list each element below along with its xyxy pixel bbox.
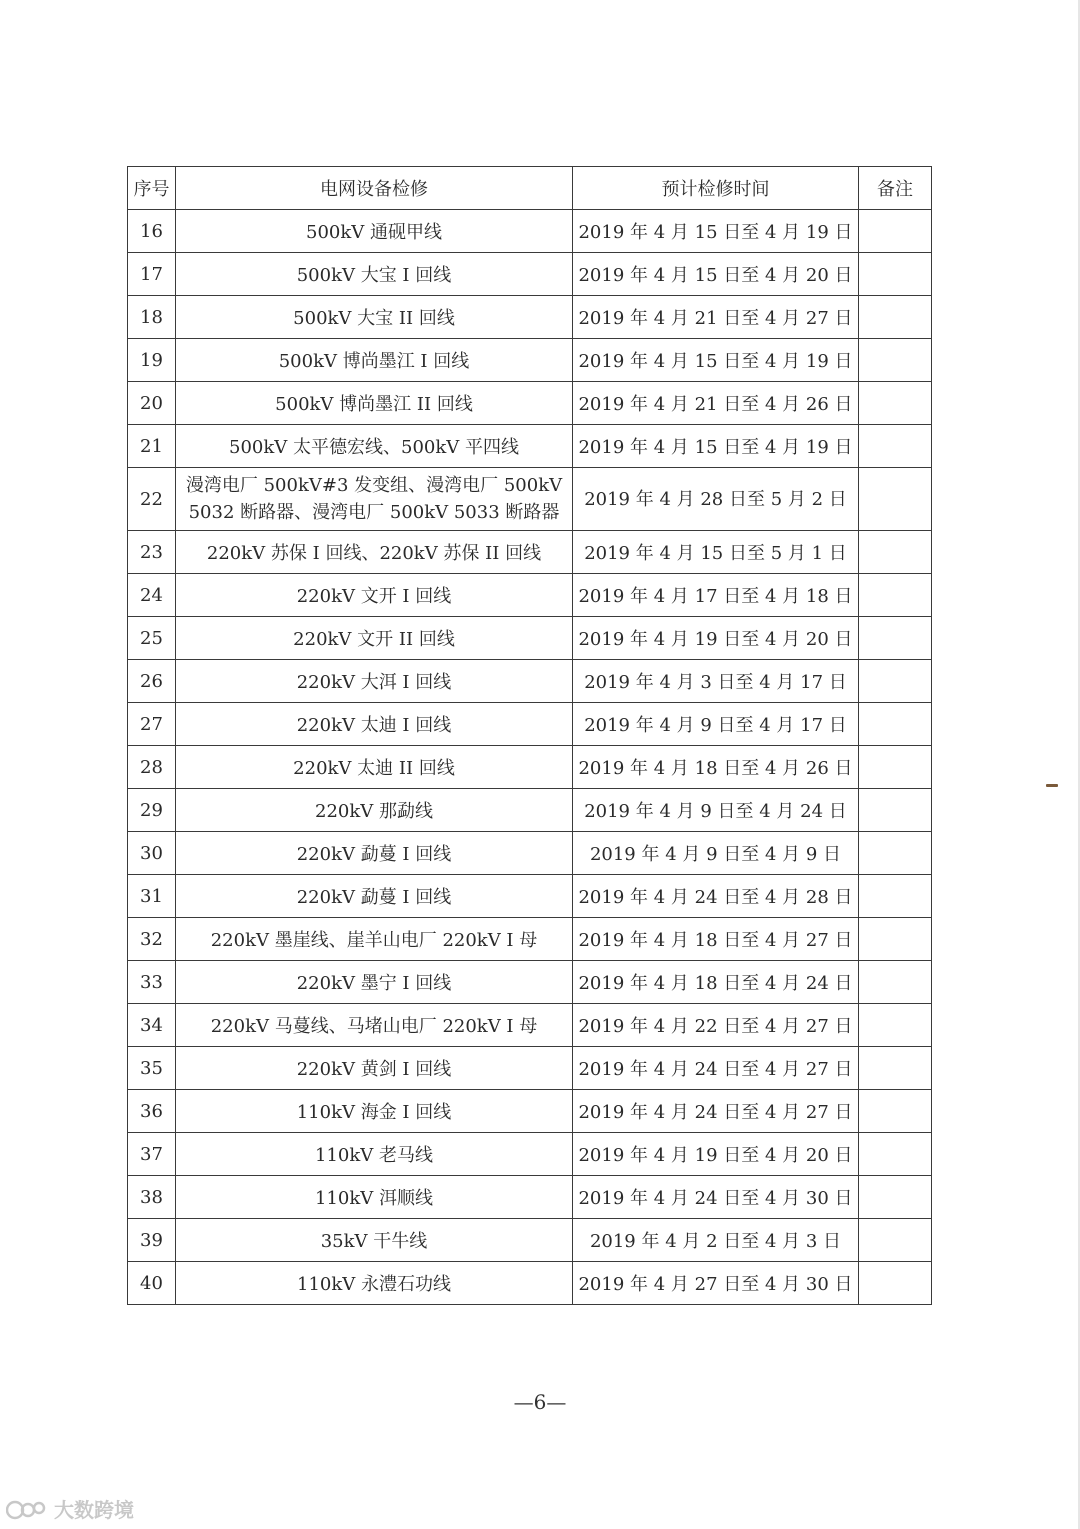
cell-no: 36 xyxy=(128,1090,176,1133)
table-row xyxy=(128,339,932,382)
cell-item: 220kV 太迪 II 回线 xyxy=(176,746,573,789)
cell-note xyxy=(859,1176,932,1219)
cell-time: 2019 年 4 月 24 日至 4 月 28 日 xyxy=(573,875,859,918)
table-row xyxy=(128,918,932,961)
table-row xyxy=(128,1262,932,1305)
cell-item: 漫湾电厂 500kV#3 发变组、漫湾电厂 500kV 5032 断路器、漫湾电厂 500kV 5033 断路器 xyxy=(176,468,573,531)
cell-time: 2019 年 4 月 24 日至 4 月 30 日 xyxy=(573,1176,859,1219)
cell-time: 2019 年 4 月 3 日至 4 月 17 日 xyxy=(573,660,859,703)
table-row xyxy=(128,703,932,746)
cell-note xyxy=(859,617,932,660)
cell-note xyxy=(859,1262,932,1305)
cell-time: 2019 年 4 月 21 日至 4 月 27 日 xyxy=(573,296,859,339)
table-row xyxy=(128,1219,932,1262)
table-row xyxy=(128,789,932,832)
cell-no: 23 xyxy=(128,531,176,574)
header-no: 序号 xyxy=(128,167,176,210)
cell-time: 2019 年 4 月 19 日至 4 月 20 日 xyxy=(573,617,859,660)
cell-time: 2019 年 4 月 28 日至 5 月 2 日 xyxy=(573,468,859,531)
watermark-text: 大数跨境 xyxy=(54,1498,134,1522)
cell-item: 110kV 永澧石功线 xyxy=(176,1262,573,1305)
table-row xyxy=(128,1133,932,1176)
cell-item: 35kV 干牛线 xyxy=(176,1219,573,1262)
table-row xyxy=(128,617,932,660)
table-row xyxy=(128,875,932,918)
table-row xyxy=(128,468,932,531)
table-row xyxy=(128,1004,932,1047)
table-row xyxy=(128,832,932,875)
cell-item: 220kV 文开 II 回线 xyxy=(176,617,573,660)
cell-note xyxy=(859,875,932,918)
cell-time: 2019 年 4 月 18 日至 4 月 27 日 xyxy=(573,918,859,961)
scan-mark xyxy=(1046,784,1058,787)
cell-item: 500kV 通砚甲线 xyxy=(176,210,573,253)
cell-no: 30 xyxy=(128,832,176,875)
cell-item: 500kV 博尚墨江 I 回线 xyxy=(176,339,573,382)
header-time: 预计检修时间 xyxy=(573,167,859,210)
cell-item: 110kV 老马线 xyxy=(176,1133,573,1176)
cell-time: 2019 年 4 月 24 日至 4 月 27 日 xyxy=(573,1090,859,1133)
cell-no: 32 xyxy=(128,918,176,961)
cell-item: 220kV 文开 I 回线 xyxy=(176,574,573,617)
cell-no: 22 xyxy=(128,468,176,531)
cell-no: 19 xyxy=(128,339,176,382)
cell-no: 35 xyxy=(128,1047,176,1090)
cell-item: 220kV 太迪 I 回线 xyxy=(176,703,573,746)
cell-no: 38 xyxy=(128,1176,176,1219)
cell-no: 33 xyxy=(128,961,176,1004)
cell-item: 220kV 墨宁 I 回线 xyxy=(176,961,573,1004)
table-header-row xyxy=(128,167,932,210)
table-row xyxy=(128,1176,932,1219)
cell-no: 39 xyxy=(128,1219,176,1262)
cell-time: 2019 年 4 月 15 日至 5 月 1 日 xyxy=(573,531,859,574)
cell-note xyxy=(859,832,932,875)
cell-note xyxy=(859,961,932,1004)
table-row xyxy=(128,1047,932,1090)
table-row xyxy=(128,210,932,253)
cell-item: 110kV 洱顺线 xyxy=(176,1176,573,1219)
watermark xyxy=(6,1494,134,1523)
cell-item: 220kV 勐蔓 I 回线 xyxy=(176,832,573,875)
cell-note xyxy=(859,1090,932,1133)
cell-no: 25 xyxy=(128,617,176,660)
table-row xyxy=(128,531,932,574)
cell-no: 21 xyxy=(128,425,176,468)
cell-item: 220kV 黄剑 I 回线 xyxy=(176,1047,573,1090)
cell-item: 500kV 大宝 II 回线 xyxy=(176,296,573,339)
cell-time: 2019 年 4 月 17 日至 4 月 18 日 xyxy=(573,574,859,617)
cell-time: 2019 年 4 月 18 日至 4 月 24 日 xyxy=(573,961,859,1004)
cell-item: 110kV 海金 I 回线 xyxy=(176,1090,573,1133)
cell-item: 500kV 大宝 I 回线 xyxy=(176,253,573,296)
cell-time: 2019 年 4 月 18 日至 4 月 26 日 xyxy=(573,746,859,789)
cell-item: 220kV 苏保 I 回线、220kV 苏保 II 回线 xyxy=(176,531,573,574)
page-number: —6— xyxy=(513,1390,567,1414)
cell-no: 26 xyxy=(128,660,176,703)
cell-no: 18 xyxy=(128,296,176,339)
cell-note xyxy=(859,789,932,832)
cell-no: 37 xyxy=(128,1133,176,1176)
cell-note xyxy=(859,1004,932,1047)
table-row xyxy=(128,1090,932,1133)
header-item: 电网设备检修 xyxy=(176,167,573,210)
cell-no: 31 xyxy=(128,875,176,918)
cell-time: 2019 年 4 月 21 日至 4 月 26 日 xyxy=(573,382,859,425)
cell-item: 220kV 墨崖线、崖羊山电厂 220kV I 母 xyxy=(176,918,573,961)
table-row xyxy=(128,382,932,425)
cell-no: 20 xyxy=(128,382,176,425)
table-row xyxy=(128,746,932,789)
table-row xyxy=(128,425,932,468)
cell-no: 27 xyxy=(128,703,176,746)
cell-time: 2019 年 4 月 24 日至 4 月 27 日 xyxy=(573,1047,859,1090)
cell-note xyxy=(859,1047,932,1090)
cell-time: 2019 年 4 月 9 日至 4 月 24 日 xyxy=(573,789,859,832)
cell-note xyxy=(859,531,932,574)
cell-note xyxy=(859,296,932,339)
cell-note xyxy=(859,918,932,961)
cell-note xyxy=(859,574,932,617)
cell-no: 40 xyxy=(128,1262,176,1305)
table-row xyxy=(128,296,932,339)
cell-time: 2019 年 4 月 15 日至 4 月 20 日 xyxy=(573,253,859,296)
cell-item: 500kV 太平德宏线、500kV 平四线 xyxy=(176,425,573,468)
cell-item: 220kV 大洱 I 回线 xyxy=(176,660,573,703)
cell-no: 28 xyxy=(128,746,176,789)
cell-time: 2019 年 4 月 15 日至 4 月 19 日 xyxy=(573,339,859,382)
cell-item: 220kV 马蔓线、马堵山电厂 220kV I 母 xyxy=(176,1004,573,1047)
cell-note xyxy=(859,425,932,468)
cell-time: 2019 年 4 月 22 日至 4 月 27 日 xyxy=(573,1004,859,1047)
cell-time: 2019 年 4 月 19 日至 4 月 20 日 xyxy=(573,1133,859,1176)
cell-time: 2019 年 4 月 9 日至 4 月 9 日 xyxy=(573,832,859,875)
cell-no: 29 xyxy=(128,789,176,832)
cell-note xyxy=(859,746,932,789)
cell-note xyxy=(859,210,932,253)
table-row xyxy=(128,253,932,296)
cell-time: 2019 年 4 月 27 日至 4 月 30 日 xyxy=(573,1262,859,1305)
cell-no: 17 xyxy=(128,253,176,296)
cell-time: 2019 年 4 月 15 日至 4 月 19 日 xyxy=(573,425,859,468)
header-note: 备注 xyxy=(859,167,932,210)
cell-no: 16 xyxy=(128,210,176,253)
cell-time: 2019 年 4 月 15 日至 4 月 19 日 xyxy=(573,210,859,253)
cell-no: 34 xyxy=(128,1004,176,1047)
cell-note xyxy=(859,660,932,703)
cell-time: 2019 年 4 月 9 日至 4 月 17 日 xyxy=(573,703,859,746)
table-row xyxy=(128,574,932,617)
table-body xyxy=(128,210,932,1305)
maintenance-schedule-table xyxy=(127,166,932,1305)
cell-time: 2019 年 4 月 2 日至 4 月 3 日 xyxy=(573,1219,859,1262)
cell-note xyxy=(859,339,932,382)
cell-note xyxy=(859,703,932,746)
cell-item: 500kV 博尚墨江 II 回线 xyxy=(176,382,573,425)
cell-item: 220kV 勐蔓 I 回线 xyxy=(176,875,573,918)
weibo-style-logo-icon xyxy=(6,1498,48,1520)
cell-note xyxy=(859,468,932,531)
table-row xyxy=(128,660,932,703)
cell-item: 220kV 那勐线 xyxy=(176,789,573,832)
cell-note xyxy=(859,253,932,296)
table-row xyxy=(128,961,932,1004)
cell-note xyxy=(859,1219,932,1262)
cell-note xyxy=(859,1133,932,1176)
cell-no: 24 xyxy=(128,574,176,617)
cell-note xyxy=(859,382,932,425)
